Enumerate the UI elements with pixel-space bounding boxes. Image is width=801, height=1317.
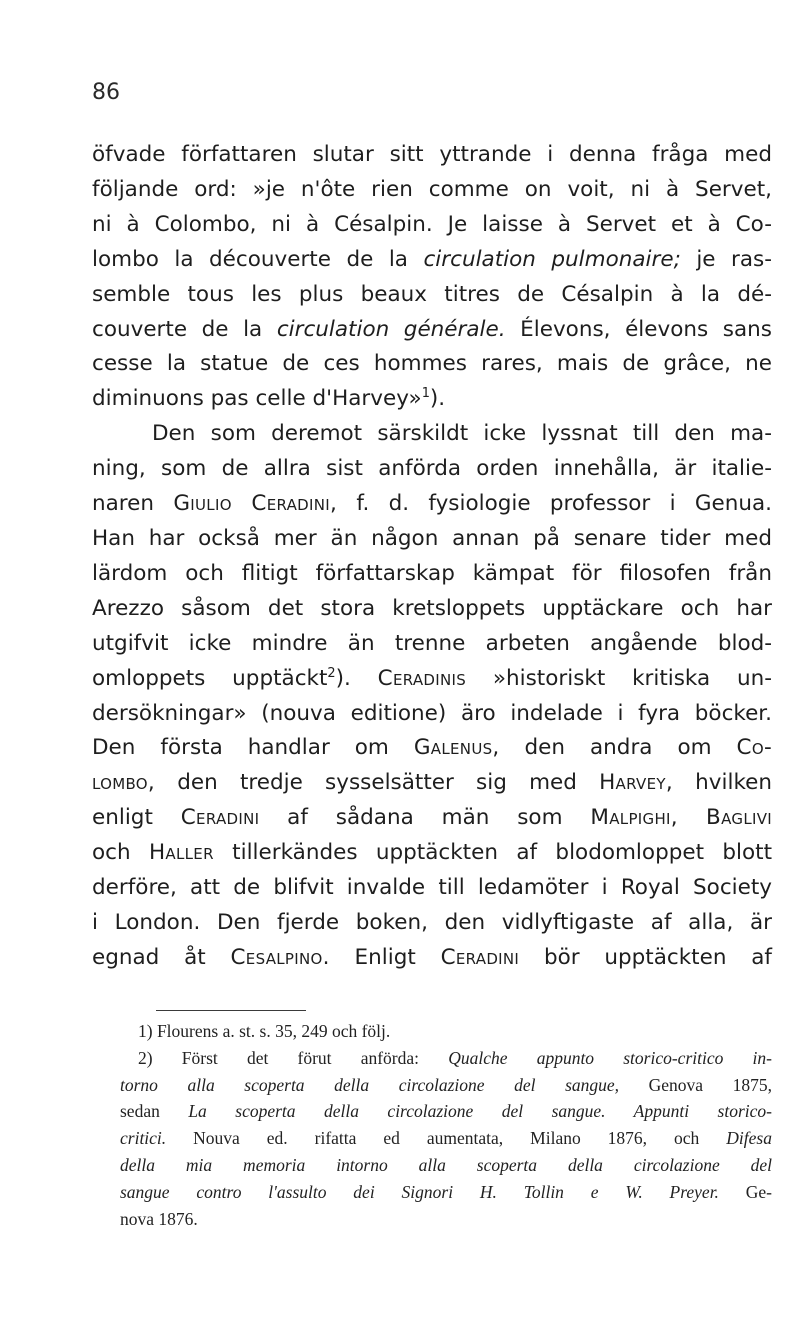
italic-title: torno alla scoperta della circolazione del sangue,: [120, 1074, 620, 1095]
text-line: i London. Den fjerde boken, den vidlyftigaste af alla, är: [92, 909, 772, 935]
text-segment: diminuons pas celle d'Harvey»: [92, 386, 422, 412]
text-segment: je ras-: [680, 246, 773, 272]
text-segment: lombo la découverte de la: [92, 246, 424, 272]
text-line: öfvade författaren slutar sitt yttrande i denna fråga med: [92, 142, 772, 167]
text-segment: omloppets upptäckt: [92, 665, 328, 691]
italic-title: sangue contro l'assulto dei Signori H. Tollin e W. Preyer.: [120, 1181, 719, 1202]
footnote-rule: [156, 1010, 306, 1011]
text-line: [92, 766, 772, 801]
text-segment: f. d. fysiologie professor i Genua.: [337, 491, 773, 517]
footnote-2-line: nova 1876.: [120, 1208, 198, 1229]
main-text: [92, 138, 772, 976]
text-line: lärdom och flitigt författarskap kämpat för filosofen från: [92, 560, 772, 586]
text-line: [92, 801, 772, 836]
text-segment: sedan: [120, 1101, 189, 1122]
text-line: ning, som de allra sist anförda orden innehålla, är italie-: [92, 456, 772, 482]
text-segment: enligt: [92, 805, 181, 831]
text-segment: bör upptäckten af: [519, 944, 772, 970]
text-line: ni à Colombo, ni à Césalpin. Je laisse à Servet et à Co-: [92, 211, 772, 237]
person-name: Malpighi, Baglivi: [590, 805, 772, 831]
person-name: Co-: [736, 735, 773, 761]
footnote-2-line: [120, 1098, 772, 1125]
text-segment: Den första handlar om: [92, 735, 414, 761]
text-segment: Genova 1875,: [619, 1074, 772, 1095]
text-line: cesse la statue de ces hommes rares, mais de grâce, ne: [92, 351, 772, 377]
text-line: [92, 731, 772, 766]
footnote-2-line: [120, 1072, 772, 1099]
italic-title: La scoperta della circolazione del sangue. Appunti storico-: [188, 1101, 772, 1122]
text-line: [92, 487, 772, 522]
footnotes: [120, 1018, 772, 1232]
italic-title: critici.: [120, 1128, 167, 1149]
footnote-2-line: [120, 1045, 772, 1072]
italic-title: Difesa: [726, 1128, 772, 1149]
footnote-2-line: [120, 1125, 772, 1152]
person-name: Galenus,: [413, 735, 500, 761]
text-line: [92, 382, 772, 417]
text-segment: Ge-: [718, 1181, 773, 1202]
text-segment: och: [92, 840, 149, 866]
person-name: Ceradini: [180, 805, 260, 831]
footnote-ref: 1: [421, 386, 430, 402]
text-segment: tillerkändes upptäckten af blodomloppet blott: [213, 840, 773, 866]
text-segment: »historiskt kritiska un-: [466, 665, 772, 691]
text-line: Han har också mer än någon annan på senare tider med: [92, 525, 772, 551]
footnote-1: 1) Flourens a. st. s. 35, 249 och följ.: [138, 1021, 391, 1041]
text-line: följande ord: »je n'ôte rien comme on voit, ni à Servet,: [92, 176, 772, 202]
text-segment: naren: [92, 491, 174, 517]
text-line: [92, 941, 772, 976]
text-segment: Nouva ed. rifatta ed aumentata, Milano 1876, och: [166, 1128, 727, 1149]
text-line: Arezzo såsom det stora kretsloppets upptäckare och har: [92, 595, 772, 621]
text-segment: ).: [429, 386, 446, 412]
footnote-ref: 2: [327, 665, 336, 681]
text-line: utgifvit icke mindre än trenne arbeten angående blod-: [92, 630, 772, 656]
text-segment: egnad åt: [92, 944, 231, 970]
text-line: [92, 243, 772, 278]
person-name: Ceradinis: [377, 665, 467, 691]
text-line: Den som deremot särskildt icke lyssnat till den ma-: [152, 421, 772, 447]
text-segment: af sådana män som: [259, 805, 591, 831]
italic-title: Qualche appunto storico-critico in-: [448, 1047, 772, 1068]
footnote-2-line: [120, 1152, 772, 1179]
italic-phrase: circulation générale.: [276, 316, 506, 342]
italic-phrase: circulation pulmonaire;: [423, 246, 681, 272]
text-line: [92, 836, 772, 871]
text-line: semble tous les plus beaux titres de Césalpin à la dé-: [92, 281, 772, 307]
footnote-2-line: [120, 1179, 772, 1206]
person-name: Harvey,: [599, 770, 673, 796]
text-segment: ).: [335, 665, 378, 691]
person-name: Haller: [148, 840, 214, 866]
text-line: dersökningar» (nouva editione) äro indelade i fyra böcker.: [92, 700, 772, 726]
text-segment: den tredje sysselsätter sig med: [155, 770, 600, 796]
person-name: lombo,: [92, 770, 156, 796]
text-segment: hvilken: [672, 770, 773, 796]
person-name: Ceradini: [440, 944, 520, 970]
text-line: [92, 313, 772, 348]
text-segment: Élevons, élevons sans: [505, 316, 772, 342]
person-name: Giulio Ceradini,: [173, 491, 338, 517]
text-segment: 2) Först det förut anförda:: [138, 1047, 449, 1068]
text-segment: couverte de la: [92, 316, 277, 342]
text-line: [92, 662, 772, 697]
italic-title: della mia memoria intorno alla scoperta della circolazione del: [120, 1154, 772, 1175]
person-name: Cesalpino.: [230, 944, 330, 970]
text-segment: den andra om: [499, 735, 737, 761]
text-segment: Enligt: [329, 944, 441, 970]
text-line: derföre, att de blifvit invalde till ledamöter i Royal Society: [92, 875, 772, 901]
page-number: 86: [92, 80, 120, 105]
